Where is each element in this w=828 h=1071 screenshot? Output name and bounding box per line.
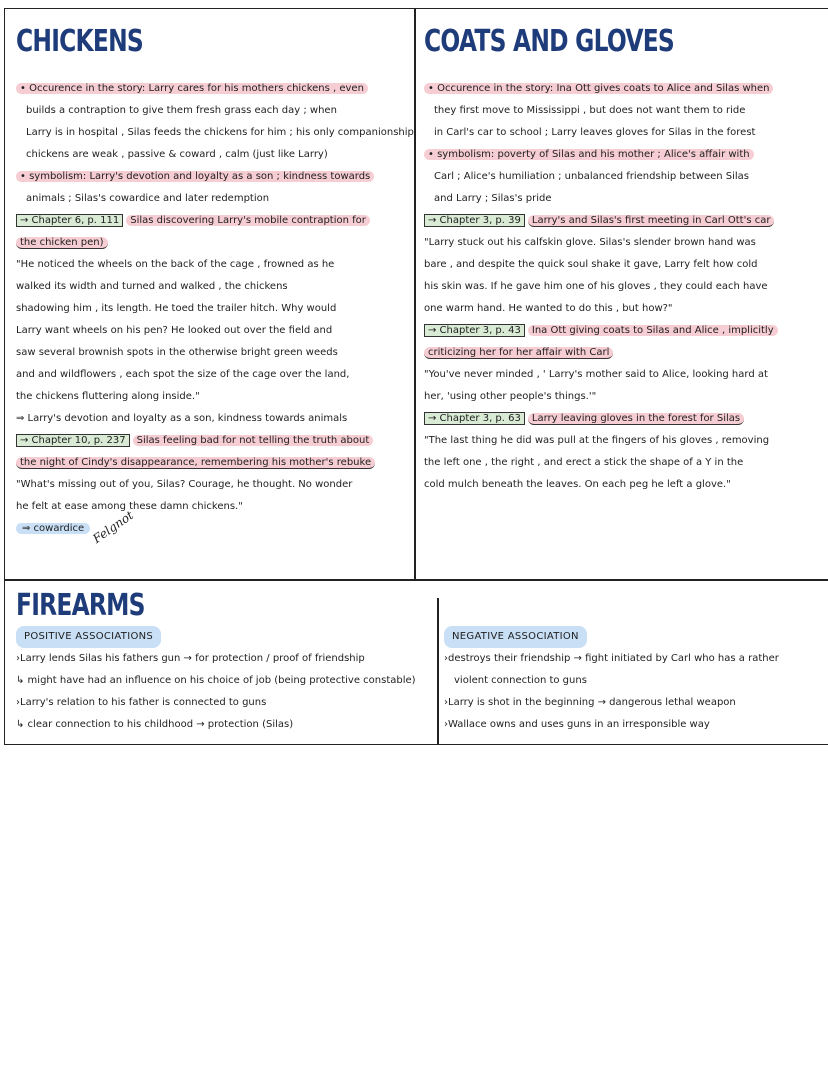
coats-line: they first move to Mississippi , but does not want them to ride — [434, 105, 746, 116]
quote-line: he felt at ease among these damn chickens." — [16, 501, 243, 512]
quote-line: his skin was. If he gave him one of his gloves , they could each have — [424, 281, 768, 292]
firearms-title: FIREARMS — [16, 588, 145, 623]
chapter-ref-box: → Chapter 3, p. 39 — [424, 214, 525, 227]
quote-line: saw several brownish spots in the otherwise bright green weeds — [16, 347, 338, 358]
quote-line: the chickens fluttering along inside." — [16, 391, 200, 402]
divider-horizontal — [4, 579, 828, 581]
chapter-ref-text: the night of Cindy's disappearance, remembering his mother's rebuke — [16, 457, 375, 469]
tag-badge: ⇒ cowardice — [16, 523, 90, 534]
chapter-ref-box: → Chapter 6, p. 111 — [16, 214, 123, 227]
chapter-ref-box: → Chapter 3, p. 63 — [424, 412, 525, 425]
quote-line: bare , and despite the quick soul shake it gave, Larry felt how cold — [424, 259, 758, 270]
divider-vertical-top — [414, 8, 416, 580]
quote-line: the left one , the right , and erect a stick the shape of a Y in the — [424, 457, 744, 468]
quote-line: "He noticed the wheels on the back of the cage , frowned as he — [16, 259, 335, 270]
chickens-line: • symbolism: Larry's devotion and loyalty as a son ; kindness towards — [16, 171, 374, 182]
divider-vertical-bottom — [437, 598, 439, 745]
chickens-line: • Occurence in the story: Larry cares for his mothers chickens , even — [16, 83, 368, 94]
chickens-title: CHICKENS — [16, 24, 143, 59]
coats-line: • Occurence in the story: Ina Ott gives coats to Alice and Silas when — [424, 83, 773, 94]
firearms-positive-item: ↳ clear connection to his childhood → protection (Silas) — [16, 719, 294, 730]
quote-line: shadowing him , its length. He toed the trailer hitch. Why would — [16, 303, 337, 314]
arrow-line: ⇒ Larry's devotion and loyalty as a son, kindness towards animals — [16, 413, 348, 424]
quote-line: cold mulch beneath the leaves. On each peg he left a glove." — [424, 479, 731, 490]
coats-panel — [424, 22, 824, 496]
firearms-negative-item: ›Larry is shot in the beginning → dangerous lethal weapon — [444, 697, 736, 708]
chapter-ref-text: Ina Ott giving coats to Silas and Alice , implicitly — [528, 325, 778, 336]
firearms-negative-item: ›destroys their friendship → fight initiated by Carl who has a rather — [444, 653, 779, 664]
firearms-negative-panel — [444, 626, 824, 736]
chapter-ref-box: → Chapter 10, p. 237 — [16, 434, 130, 447]
chapter-ref-box: → Chapter 3, p. 43 — [424, 324, 525, 337]
quote-line: "The last thing he did was pull at the fingers of his gloves , removing — [424, 435, 770, 446]
quote-line: Larry want wheels on his pen? He looked out over the field and — [16, 325, 333, 336]
coats-line: • symbolism: poverty of Silas and his mother ; Alice's affair with — [424, 149, 754, 160]
firearms-negative-item: ›Wallace owns and uses guns in an irresponsible way — [444, 719, 710, 730]
quote-line: "What's missing out of you, Silas? Courage, he thought. No wonder — [16, 479, 353, 490]
coats-line: in Carl's car to school ; Larry leaves gloves for Silas in the forest — [434, 127, 756, 138]
chickens-panel — [16, 22, 418, 540]
chapter-ref-text: Silas discovering Larry's mobile contraption for — [126, 215, 370, 226]
firearms-positive-item: ›Larry's relation to his father is connected to guns — [16, 697, 267, 708]
chapter-ref-text: Larry's and Silas's first meeting in Carl Ott's car — [528, 215, 775, 227]
quote-line: and and wildflowers , each spot the size of the cage over the land, — [16, 369, 350, 380]
chickens-line: builds a contraption to give them fresh grass each day ; when — [26, 105, 337, 116]
negative-association-heading: NEGATIVE ASSOCIATION — [444, 626, 587, 648]
chickens-line: animals ; Silas's cowardice and later redemption — [26, 193, 270, 204]
firearms-positive-item: ↳ might have had an influence on his choice of job (being protective constable) — [16, 675, 416, 686]
quote-line: one warm hand. He wanted to do this , but how?" — [424, 303, 673, 314]
chickens-line: chickens are weak , passive & coward , calm (just like Larry) — [26, 149, 328, 160]
firearms-positive-item: ›Larry lends Silas his fathers gun → for protection / proof of friendship — [16, 653, 365, 664]
firearms-panel — [16, 586, 436, 736]
chapter-ref-text: the chicken pen) — [16, 237, 108, 249]
quote-line: "You've never minded , ' Larry's mother said to Alice, looking hard at — [424, 369, 768, 380]
quote-line: her, 'using other people's things.'" — [424, 391, 597, 402]
chapter-ref-text: Silas feeling bad for not telling the truth about — [133, 435, 374, 446]
quote-line: walked its width and turned and walked , the chickens — [16, 281, 288, 292]
coats-line: and Larry ; Silas's pride — [434, 193, 552, 204]
chapter-ref-text: Larry leaving gloves in the forest for Silas — [528, 413, 744, 425]
chapter-ref-text: criticizing her for her affair with Carl — [424, 347, 613, 359]
positive-associations-heading: POSITIVE ASSOCIATIONS — [16, 626, 161, 648]
quote-line: "Larry stuck out his calfskin glove. Silas's slender brown hand was — [424, 237, 756, 248]
firearms-negative-item: violent connection to guns — [454, 675, 587, 686]
coats-line: Carl ; Alice's humiliation ; unbalanced friendship between Silas — [434, 171, 750, 182]
signature: Felgnot — [90, 508, 136, 546]
coats-title: COATS AND GLOVES — [424, 24, 674, 59]
chickens-line: Larry is in hospital , Silas feeds the chickens for him ; his only companionship, — [26, 127, 418, 138]
